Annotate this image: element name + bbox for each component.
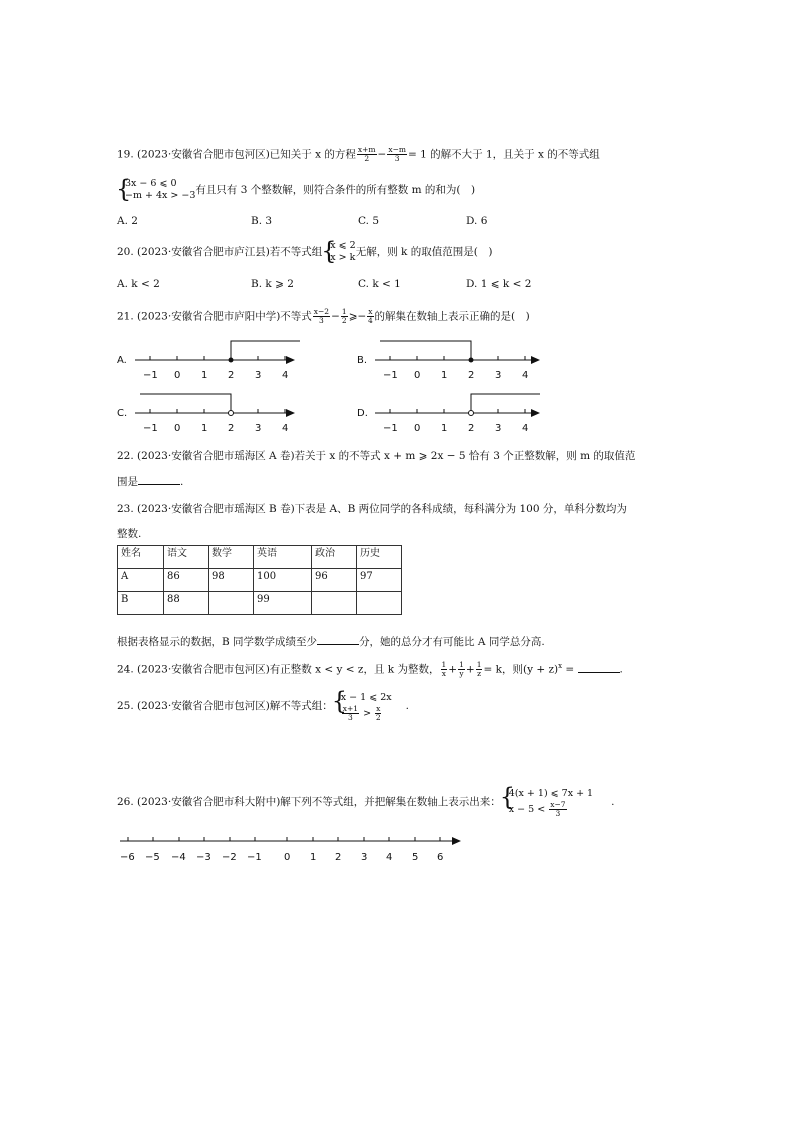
q26-inequality-system [501,786,593,818]
fraction-den: x [441,669,446,678]
tick-label: 1 [201,370,208,381]
fraction-num: x [376,704,381,713]
q22-line1: 22. (2023·安徽省合肥市瑶海区 A 卷)若关于 x 的不等式 x + m ⩾ 2x − 5 恰有 3 个正整数解，则 m 的取值范 [117,450,636,462]
q25-system-row-2 [341,705,392,722]
q24-fraction-3 [476,661,483,678]
table-cell [209,592,254,615]
table-cell: 97 [357,569,402,592]
fraction-den: z [477,669,482,678]
q19-system-row-1: { 3x − 6 ⩽ 0 [125,178,177,189]
q23-after-table [117,634,545,649]
fraction-num: 1 [459,660,464,669]
q23-line1: 23. (2023·安徽省合肥市瑶海区 B 卷)下表是 A、B 两位同学的各科成绩，每科满分为 100 分，单科分数均为 [117,503,627,515]
q21-fraction-3-num: x [368,307,373,316]
q19-option-a[interactable]: A. 2 [117,215,138,227]
tick-label: −6 [120,852,135,863]
q21-fraction-3 [367,308,373,325]
q19-line1 [117,146,600,163]
tick-label: −1 [143,423,158,434]
tick-label: 5 [412,852,419,863]
q21-fraction-2-den: 2 [341,316,347,325]
q22-line2 [117,474,183,489]
q19-inequality-system [117,178,195,202]
greater-than: > [363,708,372,719]
tick-label: −2 [222,852,237,863]
table-cell: A [118,569,164,592]
tick-label: 0 [284,852,291,863]
q19-option-d[interactable]: D. 6 [466,215,488,227]
q22-answer-blank[interactable] [138,475,180,485]
q21-option-b-label: B. [357,355,368,366]
q21-option-a-label: A. [117,355,127,366]
q21-option-c-number-line[interactable] [117,394,295,434]
q25-period: . [405,700,409,712]
q24-fraction-2 [458,661,465,678]
q19-system-row-2: −m + 4x > −3 [125,190,196,201]
fraction-den: 2 [375,713,381,722]
q25-system-row-1: { x − 1 ⩽ 2x [340,692,392,703]
q21-number-lines [115,335,555,435]
q21-option-d-number-line[interactable] [357,394,540,434]
solution-ray [471,394,540,411]
q21-stem-text-2: 的解集在数轴上表示正确的是( ) [374,310,530,323]
tick-label: 2 [468,423,475,434]
tick-marks [150,409,285,413]
tick-label: 0 [174,423,181,434]
q21-stem-text: 21. (2023·安徽省合肥市庐阳中学)不等式 [117,310,312,323]
tick-label: 1 [310,852,317,863]
arrow-right-icon [286,409,295,417]
q26-system-row-1: { 4(x + 1) ⩽ 7x + 1 [508,788,594,799]
tick-label: −1 [383,370,398,381]
q19-fraction-2 [387,146,407,163]
plus: + [448,663,458,676]
fraction-den: y [459,669,464,678]
tick-label: −4 [171,852,186,863]
q19-stem-text-3: 有且只有 3 个整数解，则符合条件的所有整数 m 的和为( ) [195,184,476,196]
q21-option-c-label: C. [117,408,128,419]
q19-fraction-1 [357,146,377,163]
q24-period: . [619,663,623,676]
q25-text: 25. (2023·安徽省合肥市包河区)解不等式组： [117,700,333,712]
q20-stem [117,240,492,264]
q25-fraction-2 [375,705,381,722]
q26-number-line[interactable] [115,830,465,870]
fraction-num: 1 [476,660,482,669]
grades-table [117,545,402,615]
tick-label: 2 [228,370,235,381]
solution-ray [231,341,300,360]
q19-option-c[interactable]: C. 5 [358,215,380,227]
q21-minus: − [331,310,340,323]
q21-option-b-number-line[interactable] [357,341,540,381]
tick-label: 2 [468,370,475,381]
solid-point [229,358,234,363]
tick-label: −1 [143,370,158,381]
arrow-right-icon [531,356,540,364]
fraction-den: 3 [348,713,353,722]
q19-option-b[interactable]: B. 3 [251,215,273,227]
q26-system-row-2 [509,801,593,818]
q21-fraction-1-num: x−2 [313,307,330,316]
tick-label: 3 [495,370,502,381]
q24-text: 24. (2023·安徽省合肥市包河区)有正整数 x < y < z，且 k 为整数， [117,663,440,676]
fraction-num: 1 [441,660,447,669]
q25-fraction-1 [342,705,359,722]
tick-label: −3 [196,852,211,863]
q19-stem-text: 19. (2023·安徽省合肥市包河区)已知关于 x 的方程 [117,148,356,161]
tick-marks [390,356,525,360]
q26-text: 26. (2023·安徽省合肥市科大附中)解下列不等式组，并把解集在数轴上表示出来： [117,796,501,808]
table-cell: 99 [254,592,312,615]
q25-stem [117,690,409,722]
hollow-point [469,411,474,416]
q23-line2: 整数. [117,528,142,540]
q21-fraction-2-num: 1 [341,307,347,316]
tick-marks [150,356,285,360]
fraction-num: x−7 [550,800,566,809]
q20-system-row-1: { x ⩽ 2 [330,240,356,251]
table-cell: 100 [254,569,312,592]
tick-label: 4 [522,423,529,434]
q20-system-row-2: x > k [330,252,356,263]
q21-fraction-1 [313,308,330,325]
q22-period: . [180,476,184,488]
q19-fraction-2-den: 3 [394,154,400,163]
table-row [118,569,402,592]
q19-fraction-1-den: 2 [364,154,370,163]
tick-label: 3 [361,852,368,863]
tick-label: 4 [282,423,289,434]
table-header-row [118,546,402,569]
q21-fraction-1-den: 3 [319,316,324,325]
tick-label: −1 [247,852,262,863]
table-header-cell: 语文 [164,546,209,569]
table-header-cell: 历史 [357,546,402,569]
q21-option-a-number-line[interactable] [117,341,300,381]
q20-option-b[interactable]: B. k ⩾ 2 [251,278,294,290]
q21-geq: ⩾− [348,310,367,323]
solution-ray [380,341,471,360]
q20-option-a[interactable]: A. k < 2 [117,278,160,290]
tick-label: 4 [386,852,393,863]
tick-label: 0 [414,370,421,381]
table-header-cell: 数学 [209,546,254,569]
tick-label: 3 [255,423,262,434]
tick-label: 3 [255,370,262,381]
q23-text: 根据表格显示的数据，B 同学数学成绩至少 [117,636,318,648]
q21-fraction-3-den: 4 [368,316,373,325]
table-cell: 88 [164,592,209,615]
table-cell: B [118,592,164,615]
table-cell [357,592,402,615]
arrow-right-icon [531,409,540,417]
q24-stem [117,661,623,678]
tick-label: −1 [383,423,398,434]
q19-stem-text-2: = 1 的解不大于 1，且关于 x 的不等式组 [407,148,600,161]
tick-label: 3 [495,423,502,434]
tick-label: 0 [174,370,181,381]
tick-label: 4 [522,370,529,381]
q26-stem [117,786,614,818]
q21-option-d-label: D. [357,408,368,419]
table-header-cell: 英语 [254,546,312,569]
q22-text: 围是 [117,476,138,488]
q20-option-d[interactable]: D. 1 ⩽ k < 2 [466,278,532,290]
q21-stem [117,308,530,325]
tick-label: 1 [441,370,448,381]
fraction-num: x+1 [342,704,359,713]
tick-label: 4 [282,370,289,381]
q19-minus: − [377,148,387,161]
plus: + [465,663,475,676]
tick-label: 2 [228,423,235,434]
q24-equals: = [562,663,578,676]
q20-inequality-system [322,240,355,264]
solution-ray [140,394,231,411]
q24-text-2: = k，则(y + z) [483,663,559,676]
fraction-den: 3 [555,809,561,818]
tick-marks [128,837,440,841]
q21-fraction-2 [341,308,348,325]
hollow-point [229,411,234,416]
table-header-cell: 姓名 [118,546,164,569]
tick-label: 1 [441,423,448,434]
tick-label: 6 [437,852,444,863]
q19-fraction-2-num: x−m [388,145,406,154]
arrow-right-icon [286,356,295,364]
q25-inequality-system [333,690,392,722]
table-cell: 86 [164,569,209,592]
q23-text-2: 分，她的总分才有可能比 A 同学总分高. [359,636,545,648]
q20-stem-text: 20. (2023·安徽省合肥市庐江县)若不等式组 [117,246,323,258]
solid-point [469,358,474,363]
q26-fraction [549,801,566,818]
table-cell: 96 [312,569,357,592]
tick-label: 0 [414,423,421,434]
q26-system-text: x − 5 < [508,804,546,815]
arrow-right-icon [452,837,461,845]
q20-stem-text-2: 无解，则 k 的取值范围是( ) [355,246,493,258]
tick-label: 1 [201,423,208,434]
tick-label: −5 [145,852,160,863]
q19-fraction-1-num: x+m [357,145,376,154]
q24-fraction-1 [441,661,448,678]
q23-answer-blank[interactable] [317,635,359,645]
q26-period: . [611,796,615,808]
table-cell: 98 [209,569,254,592]
q24-answer-blank[interactable] [578,663,620,673]
tick-label: 2 [335,852,342,863]
table-row [118,592,402,615]
q24-exponent: x [558,662,563,670]
tick-marks [390,409,525,413]
table-cell [312,592,357,615]
q19-line2 [117,178,475,202]
table-header-cell: 政治 [312,546,357,569]
q20-option-c[interactable]: C. k < 1 [358,278,401,290]
